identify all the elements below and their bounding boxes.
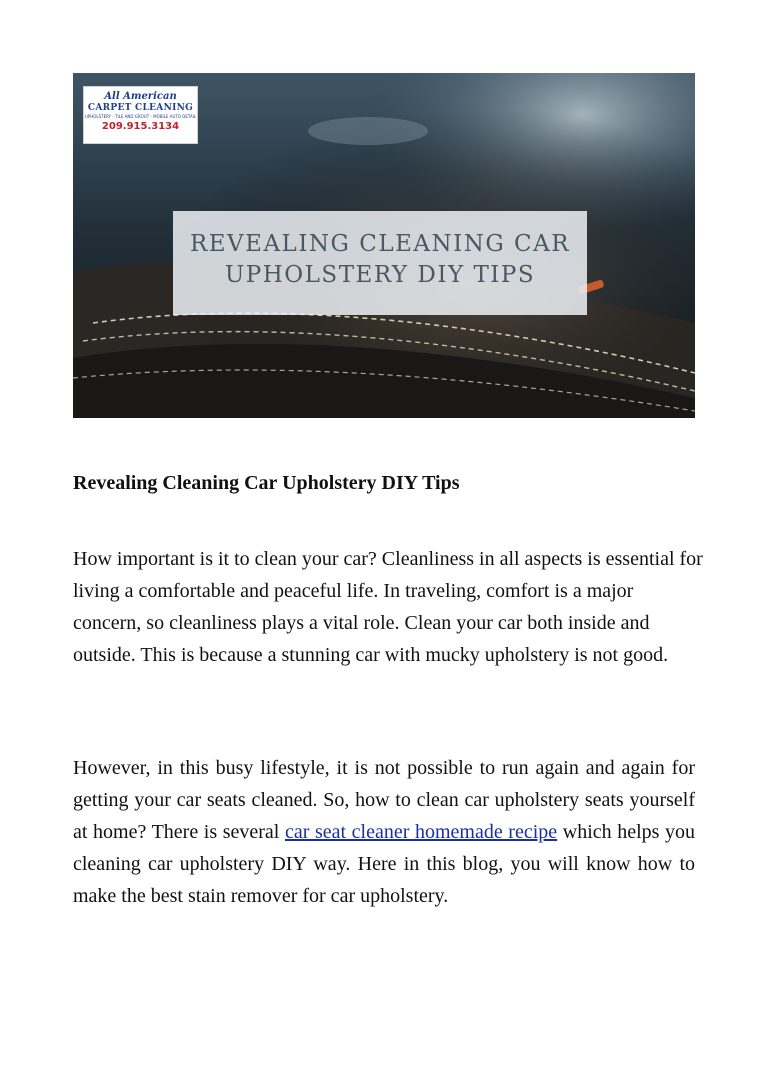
article-paragraph-2: [73, 753, 695, 913]
car-seat-cleaner-recipe-link[interactable]: car seat cleaner homemade recipe: [284, 820, 558, 843]
logo-services: UPHOLSTERY - TILE AND GROUT - MOBILE AUTO DETAIL: [84, 114, 197, 119]
article-title: Revealing Cleaning Car Upholstery DIY Tips: [73, 472, 460, 494]
article-paragraph-1: How important is it to clean your car? Cleanliness in all aspects is essential for living a comfortable and peaceful life. In traveling, comfort is a major concern, so cleanliness plays a vital role. Clean your car both inside and outside. This is because a stunning car with mucky upholstery is not good.: [73, 548, 703, 667]
logo-line-1: All American: [104, 91, 177, 102]
banner-line-2: UPHOLSTERY DIY TIPS: [224, 262, 536, 288]
paragraph-2-intro: However, in this busy lifestyle, it is not possible to run again and again for getting your car seats cleaned. So, how to clean car upholstery seats yourself at home? There is several: [73, 757, 695, 843]
logo-line-2: CARPET CLEANING: [87, 103, 194, 113]
banner-line-1: REVEALING CLEANING CAR: [189, 231, 571, 257]
paragraph-2-outro: which helps you cleaning car upholstery DIY way. Here in this blog, you will know how to make the best stain remover for car upholstery.: [73, 820, 696, 907]
hero-banner: [173, 211, 587, 315]
company-logo: [83, 86, 198, 144]
logo-phone: 209.915.3134: [101, 121, 180, 132]
hero-image: [73, 73, 695, 418]
